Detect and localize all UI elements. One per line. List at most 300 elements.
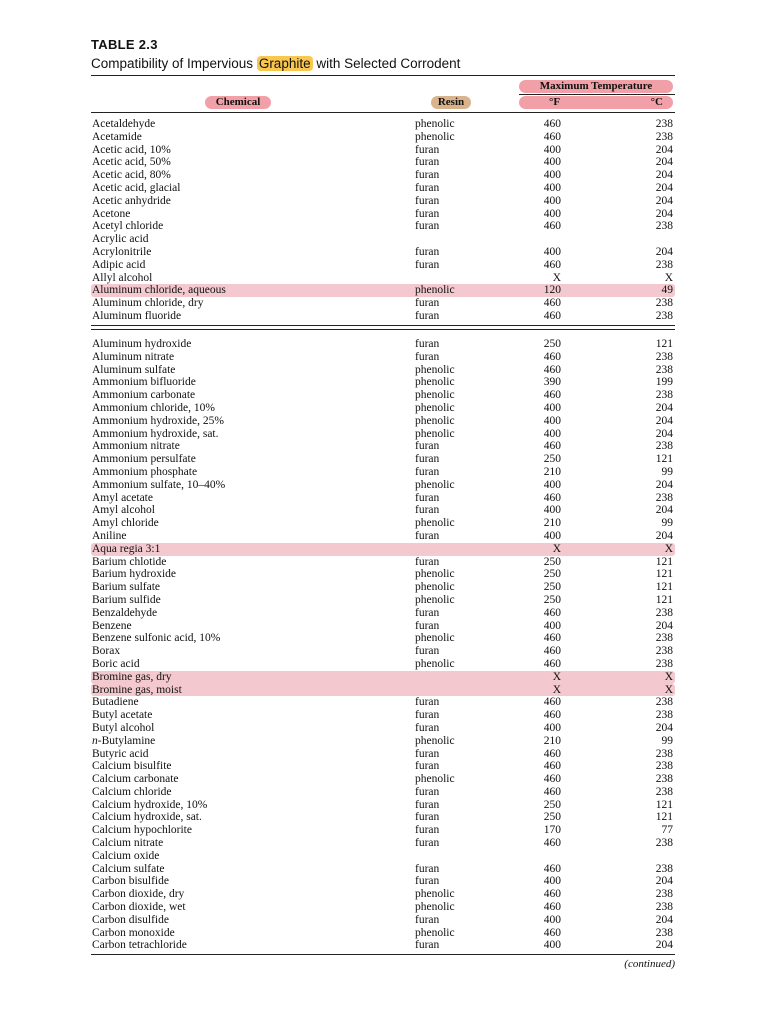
- table-row: [91, 786, 675, 799]
- resin-cell: furan: [415, 862, 440, 875]
- table-row: [91, 581, 675, 594]
- resin-cell: furan: [415, 875, 440, 888]
- resin-cell: phenolic: [415, 363, 455, 376]
- fahrenheit-cell: 250: [543, 798, 561, 811]
- celsius-cell: 238: [655, 309, 673, 322]
- fahrenheit-cell: X: [552, 683, 561, 696]
- chemical-cell: Calcium chloride: [92, 785, 172, 798]
- celsius-cell: 204: [655, 143, 673, 156]
- chemical-cell: Acetic acid, 10%: [92, 143, 171, 156]
- chemical-cell: Bromine gas, dry: [92, 670, 172, 683]
- table-label: TABLE 2.3: [91, 37, 158, 52]
- chemical-cell: Ammonium bifluoride: [92, 376, 196, 389]
- chemical-cell: Acetyl chloride: [92, 220, 164, 233]
- celsius-cell: 121: [655, 568, 673, 581]
- chemical-cell: Acrylic acid: [92, 233, 149, 246]
- celsius-cell: 99: [661, 517, 673, 530]
- fahrenheit-cell: 460: [543, 363, 561, 376]
- chemical-cell: Amyl alcohol: [92, 504, 155, 517]
- celsius-cell: 238: [655, 220, 673, 233]
- celsius-cell: 238: [655, 130, 673, 143]
- table-row: [91, 208, 675, 221]
- fahrenheit-cell: 460: [543, 130, 561, 143]
- chemical-cell: Barium chlotide: [92, 555, 167, 568]
- table-row: [91, 875, 675, 888]
- celsius-cell: 238: [655, 491, 673, 504]
- celsius-cell: 238: [655, 118, 673, 130]
- fahrenheit-cell: 120: [543, 284, 561, 297]
- resin-cell: phenolic: [415, 593, 455, 606]
- max-temp-header: Maximum Temperature: [519, 80, 673, 93]
- resin-cell: furan: [415, 181, 440, 194]
- celsius-cell: 238: [655, 606, 673, 619]
- celsius-cell: 238: [655, 747, 673, 760]
- table-row: [91, 799, 675, 812]
- fahrenheit-cell: 460: [543, 350, 561, 363]
- celsius-cell: 77: [661, 824, 673, 837]
- resin-cell: phenolic: [415, 657, 455, 670]
- celsius-cell: 204: [655, 427, 673, 440]
- table-row: [91, 914, 675, 927]
- resin-cell: phenolic: [415, 517, 455, 530]
- chemical-cell: Butadiene: [92, 696, 139, 709]
- celsius-cell: 99: [661, 465, 673, 478]
- celsius-cell: 204: [655, 721, 673, 734]
- fahrenheit-cell: X: [552, 271, 561, 284]
- celsius-cell: 238: [655, 926, 673, 939]
- table-row: [91, 684, 675, 697]
- table-row: [91, 389, 675, 402]
- chemical-cell: Acetic acid, 80%: [92, 169, 171, 182]
- fahrenheit-cell: 210: [543, 517, 561, 530]
- chemical-cell: Carbon bisulfide: [92, 875, 169, 888]
- chemical-cell: Aluminum nitrate: [92, 350, 175, 363]
- table-row: [91, 297, 675, 310]
- chemical-cell: Aluminum hydroxide: [92, 338, 192, 350]
- fahrenheit-cell: 400: [543, 913, 561, 926]
- resin-cell: furan: [415, 258, 440, 271]
- table-row: [91, 118, 675, 131]
- chemical-cell: Aluminum sulfate: [92, 363, 176, 376]
- resin-cell: furan: [415, 440, 440, 453]
- celsius-cell: 238: [655, 862, 673, 875]
- fahrenheit-cell: 400: [543, 169, 561, 182]
- resin-cell: phenolic: [415, 389, 455, 402]
- celsius-cell: 238: [655, 632, 673, 645]
- celsius-cell: 238: [655, 645, 673, 658]
- bottom-rule: [91, 954, 675, 955]
- chemical-cell: Ammonium chloride, 10%: [92, 401, 215, 414]
- fahrenheit-cell: 250: [543, 811, 561, 824]
- chemical-cell: Allyl alcohol: [92, 271, 153, 284]
- table-row: [91, 594, 675, 607]
- resin-cell: furan: [415, 491, 440, 504]
- celsius-cell: 238: [655, 837, 673, 850]
- resin-cell: furan: [415, 504, 440, 517]
- fahrenheit-cell: 460: [543, 888, 561, 901]
- fahrenheit-cell: 460: [543, 747, 561, 760]
- max-temp-rule: [519, 94, 675, 95]
- fahrenheit-cell: 460: [543, 773, 561, 786]
- celsius-cell: 204: [655, 245, 673, 258]
- table-row: [91, 517, 675, 530]
- celsius-cell: 204: [655, 194, 673, 207]
- resin-cell: phenolic: [415, 734, 455, 747]
- celsius-cell: 121: [655, 593, 673, 606]
- chemical-cell: Ammonium carbonate: [92, 389, 196, 402]
- chemical-cell: Calcium carbonate: [92, 773, 179, 786]
- resin-cell: furan: [415, 350, 440, 363]
- celsius-cell: 204: [655, 181, 673, 194]
- chemical-cell: Aluminum chloride, aqueous: [92, 284, 226, 297]
- chemical-cell: Aluminum chloride, dry: [92, 297, 204, 310]
- fahrenheit-cell: 400: [543, 478, 561, 491]
- table-row: [91, 428, 675, 441]
- resin-cell: phenolic: [415, 568, 455, 581]
- celsius-cell: 238: [655, 760, 673, 773]
- table-row: [91, 233, 675, 246]
- resin-cell: phenolic: [415, 401, 455, 414]
- resin-cell: furan: [415, 297, 440, 310]
- chemical-header: Chemical: [205, 96, 271, 109]
- celsius-cell: 238: [655, 440, 673, 453]
- top-rule: [91, 75, 675, 76]
- table-row: [91, 156, 675, 169]
- resin-cell: furan: [415, 696, 440, 709]
- celsius-cell: 49: [661, 284, 673, 297]
- chemical-cell: Butyl acetate: [92, 709, 153, 722]
- chemical-cell: Ammonium nitrate: [92, 440, 180, 453]
- fahrenheit-cell: 400: [543, 194, 561, 207]
- table-row: [91, 440, 675, 453]
- chemical-cell: Ammonium hydroxide, 25%: [92, 414, 224, 427]
- chemical-cell: Borax: [92, 645, 121, 658]
- chemical-cell: Benzene: [92, 619, 132, 632]
- resin-cell: furan: [415, 220, 440, 233]
- chemical-cell: Benzaldehyde: [92, 606, 158, 619]
- celsius-cell: 121: [655, 453, 673, 466]
- fahrenheit-cell: 460: [543, 760, 561, 773]
- table-row: [91, 568, 675, 581]
- resin-cell: furan: [415, 721, 440, 734]
- resin-cell: furan: [415, 913, 440, 926]
- fahrenheit-cell: 460: [543, 645, 561, 658]
- chemical-cell: Acrylonitrile: [92, 245, 152, 258]
- chemical-cell: n-Butylamine: [92, 734, 156, 747]
- table-row: [91, 169, 675, 182]
- fahrenheit-cell: X: [552, 542, 561, 555]
- table-row: [91, 272, 675, 285]
- fahrenheit-cell: 460: [543, 258, 561, 271]
- celsius-cell: 204: [655, 414, 673, 427]
- celsius-cell: 238: [655, 785, 673, 798]
- fahrenheit-cell: 460: [543, 606, 561, 619]
- fahrenheit-cell: 460: [543, 709, 561, 722]
- celsius-cell: X: [664, 542, 673, 555]
- table-row: [91, 863, 675, 876]
- chemical-cell: Carbon dioxide, wet: [92, 901, 186, 914]
- chemical-cell: Acetic acid, glacial: [92, 181, 181, 194]
- continued-note: (continued): [624, 958, 675, 970]
- chemical-cell: Calcium nitrate: [92, 837, 164, 850]
- table-row: [91, 735, 675, 748]
- table-row: [91, 696, 675, 709]
- table-row: [91, 760, 675, 773]
- celsius-cell: 238: [655, 773, 673, 786]
- table-row: [91, 888, 675, 901]
- table-row: [91, 556, 675, 569]
- table-row: [91, 748, 675, 761]
- celsius-cell: 238: [655, 258, 673, 271]
- resin-cell: furan: [415, 245, 440, 258]
- resin-cell: furan: [415, 606, 440, 619]
- resin-cell: furan: [415, 709, 440, 722]
- table-row: [91, 632, 675, 645]
- celsius-cell: 238: [655, 696, 673, 709]
- resin-cell: phenolic: [415, 130, 455, 143]
- chemical-cell: Butyl alcohol: [92, 721, 155, 734]
- table-row: [91, 645, 675, 658]
- resin-cell: furan: [415, 156, 440, 169]
- fahrenheit-cell: 400: [543, 875, 561, 888]
- section-divider-rule-1: [91, 325, 675, 326]
- table-row: [91, 376, 675, 389]
- celsius-cell: 238: [655, 297, 673, 310]
- table-row: [91, 284, 675, 297]
- fahrenheit-cell: 250: [543, 581, 561, 594]
- table-row: [91, 466, 675, 479]
- table-row: [91, 504, 675, 517]
- chemical-cell: Ammonium hydroxide, sat.: [92, 427, 219, 440]
- celsius-cell: 121: [655, 555, 673, 568]
- table-body-section-1: [91, 118, 675, 323]
- table-row: [91, 310, 675, 323]
- table-row: [91, 246, 675, 259]
- fahrenheit-cell: 400: [543, 939, 561, 952]
- table-caption: [91, 56, 460, 71]
- celsius-cell: X: [664, 271, 673, 284]
- resin-cell: furan: [415, 619, 440, 632]
- resin-cell: phenolic: [415, 888, 455, 901]
- fahrenheit-cell: 460: [543, 785, 561, 798]
- chemical-cell: Acetaldehyde: [92, 118, 156, 130]
- fahrenheit-cell: 250: [543, 555, 561, 568]
- chemical-cell: Calcium bisulfite: [92, 760, 172, 773]
- resin-cell: furan: [415, 747, 440, 760]
- table-row: [91, 850, 675, 863]
- fahrenheit-cell: 460: [543, 696, 561, 709]
- resin-cell: furan: [415, 645, 440, 658]
- fahrenheit-cell: 400: [543, 207, 561, 220]
- table-row: [91, 543, 675, 556]
- celsius-cell: 99: [661, 734, 673, 747]
- fahrenheit-cell: 400: [543, 401, 561, 414]
- resin-cell: furan: [415, 824, 440, 837]
- header-bottom-rule: [91, 112, 675, 113]
- chemical-cell: Carbon disulfide: [92, 913, 169, 926]
- chemical-cell: Aqua regia 3:1: [92, 542, 161, 555]
- table-row: [91, 182, 675, 195]
- chemical-cell: Calcium hydroxide, 10%: [92, 798, 208, 811]
- chemical-cell: Ammonium sulfate, 10–40%: [92, 478, 226, 491]
- celsius-cell: 204: [655, 913, 673, 926]
- celsius-cell: 204: [655, 478, 673, 491]
- celsius-cell: 204: [655, 504, 673, 517]
- celsius-cell: 121: [655, 811, 673, 824]
- celsius-cell: 204: [655, 619, 673, 632]
- resin-cell: phenolic: [415, 376, 455, 389]
- resin-cell: furan: [415, 194, 440, 207]
- celsius-cell: 238: [655, 709, 673, 722]
- resin-cell: phenolic: [415, 581, 455, 594]
- celsius-cell: 121: [655, 798, 673, 811]
- celsius-cell: 204: [655, 156, 673, 169]
- table-row: [91, 338, 675, 351]
- celsius-cell: 238: [655, 350, 673, 363]
- table-row: [91, 901, 675, 914]
- chemical-cell: Barium sulfide: [92, 593, 161, 606]
- table-row: [91, 837, 675, 850]
- resin-cell: furan: [415, 798, 440, 811]
- fahrenheit-cell: 460: [543, 389, 561, 402]
- table-row: [91, 220, 675, 233]
- chemical-cell: Bromine gas, moist: [92, 683, 182, 696]
- caption-highlight: Graphite: [258, 56, 311, 71]
- fahrenheit-cell: 400: [543, 529, 561, 542]
- table-row: [91, 364, 675, 377]
- chemical-cell: Carbon monoxide: [92, 926, 175, 939]
- resin-cell: furan: [415, 465, 440, 478]
- celsius-cell: 204: [655, 207, 673, 220]
- resin-header: Resin: [431, 96, 471, 109]
- chemical-cell: Calcium oxide: [92, 849, 160, 862]
- chemical-cell: Adipic acid: [92, 258, 146, 271]
- fahrenheit-cell: 400: [543, 619, 561, 632]
- table-row: [91, 492, 675, 505]
- celsius-cell: 238: [655, 888, 673, 901]
- celsius-cell: 204: [655, 401, 673, 414]
- fahrenheit-header: °F: [549, 96, 561, 108]
- fahrenheit-cell: 460: [543, 440, 561, 453]
- table-row: [91, 415, 675, 428]
- chemical-cell: Calcium hydroxide, sat.: [92, 811, 202, 824]
- fahrenheit-cell: 460: [543, 901, 561, 914]
- chemical-cell: Ammonium persulfate: [92, 453, 196, 466]
- chemical-cell: Amyl chloride: [92, 517, 159, 530]
- table-row: [91, 927, 675, 940]
- table-row: [91, 722, 675, 735]
- celsius-cell: 238: [655, 389, 673, 402]
- resin-cell: phenolic: [415, 901, 455, 914]
- resin-cell: phenolic: [415, 284, 455, 297]
- resin-cell: phenolic: [415, 926, 455, 939]
- fahrenheit-cell: 250: [543, 453, 561, 466]
- table-row: [91, 402, 675, 415]
- fahrenheit-cell: 400: [543, 504, 561, 517]
- table-row: [91, 709, 675, 722]
- celsius-cell: 121: [655, 581, 673, 594]
- table-row: [91, 658, 675, 671]
- resin-cell: phenolic: [415, 632, 455, 645]
- resin-cell: furan: [415, 939, 440, 952]
- resin-cell: phenolic: [415, 414, 455, 427]
- fahrenheit-cell: 400: [543, 721, 561, 734]
- fahrenheit-cell: 460: [543, 220, 561, 233]
- table-row: [91, 824, 675, 837]
- chemical-cell: Acetic acid, 50%: [92, 156, 171, 169]
- fahrenheit-cell: 460: [543, 632, 561, 645]
- fahrenheit-cell: 460: [543, 837, 561, 850]
- fahrenheit-cell: 390: [543, 376, 561, 389]
- section-divider-rule-2: [91, 329, 675, 330]
- fahrenheit-cell: 210: [543, 465, 561, 478]
- temp-units-header: [519, 96, 673, 109]
- fahrenheit-cell: 250: [543, 338, 561, 350]
- chemical-cell: Aluminum fluoride: [92, 309, 182, 322]
- resin-cell: furan: [415, 837, 440, 850]
- table-row: [91, 773, 675, 786]
- resin-cell: phenolic: [415, 427, 455, 440]
- celsius-cell: 238: [655, 657, 673, 670]
- resin-cell: phenolic: [415, 478, 455, 491]
- fahrenheit-cell: 250: [543, 593, 561, 606]
- celsius-cell: X: [664, 683, 673, 696]
- celsius-cell: 204: [655, 529, 673, 542]
- table-row: [91, 195, 675, 208]
- table-row: [91, 620, 675, 633]
- fahrenheit-cell: 210: [543, 734, 561, 747]
- celsius-cell: 238: [655, 363, 673, 376]
- fahrenheit-cell: 400: [543, 245, 561, 258]
- resin-cell: furan: [415, 811, 440, 824]
- resin-cell: phenolic: [415, 118, 455, 130]
- fahrenheit-cell: 460: [543, 926, 561, 939]
- chemical-cell: Boric acid: [92, 657, 140, 670]
- celsius-cell: 199: [655, 376, 673, 389]
- chemical-cell: Carbon tetrachloride: [92, 939, 187, 952]
- resin-cell: furan: [415, 338, 440, 350]
- table-row: [91, 351, 675, 364]
- celsius-header: °C: [650, 96, 663, 108]
- fahrenheit-cell: 170: [543, 824, 561, 837]
- chemical-cell: Calcium hypochlorite: [92, 824, 192, 837]
- table-body-section-2: [91, 338, 675, 952]
- table-row: [91, 939, 675, 952]
- chemical-cell: Ammonium phosphate: [92, 465, 198, 478]
- fahrenheit-cell: 400: [543, 181, 561, 194]
- caption-text-before: Compatibility of Impervious: [91, 56, 257, 71]
- chemical-cell: Aniline: [92, 529, 127, 542]
- fahrenheit-cell: 250: [543, 568, 561, 581]
- celsius-cell: X: [664, 670, 673, 683]
- chemical-cell: Acetic anhydride: [92, 194, 171, 207]
- fahrenheit-cell: 460: [543, 657, 561, 670]
- table-row: [91, 811, 675, 824]
- fahrenheit-cell: 460: [543, 491, 561, 504]
- celsius-cell: 204: [655, 169, 673, 182]
- resin-cell: furan: [415, 529, 440, 542]
- table-row: [91, 453, 675, 466]
- resin-cell: furan: [415, 760, 440, 773]
- resin-cell: furan: [415, 555, 440, 568]
- fahrenheit-cell: 400: [543, 414, 561, 427]
- resin-cell: furan: [415, 785, 440, 798]
- resin-cell: phenolic: [415, 773, 455, 786]
- fahrenheit-cell: 460: [543, 309, 561, 322]
- resin-cell: furan: [415, 169, 440, 182]
- resin-cell: furan: [415, 309, 440, 322]
- chemical-cell: Benzene sulfonic acid, 10%: [92, 632, 221, 645]
